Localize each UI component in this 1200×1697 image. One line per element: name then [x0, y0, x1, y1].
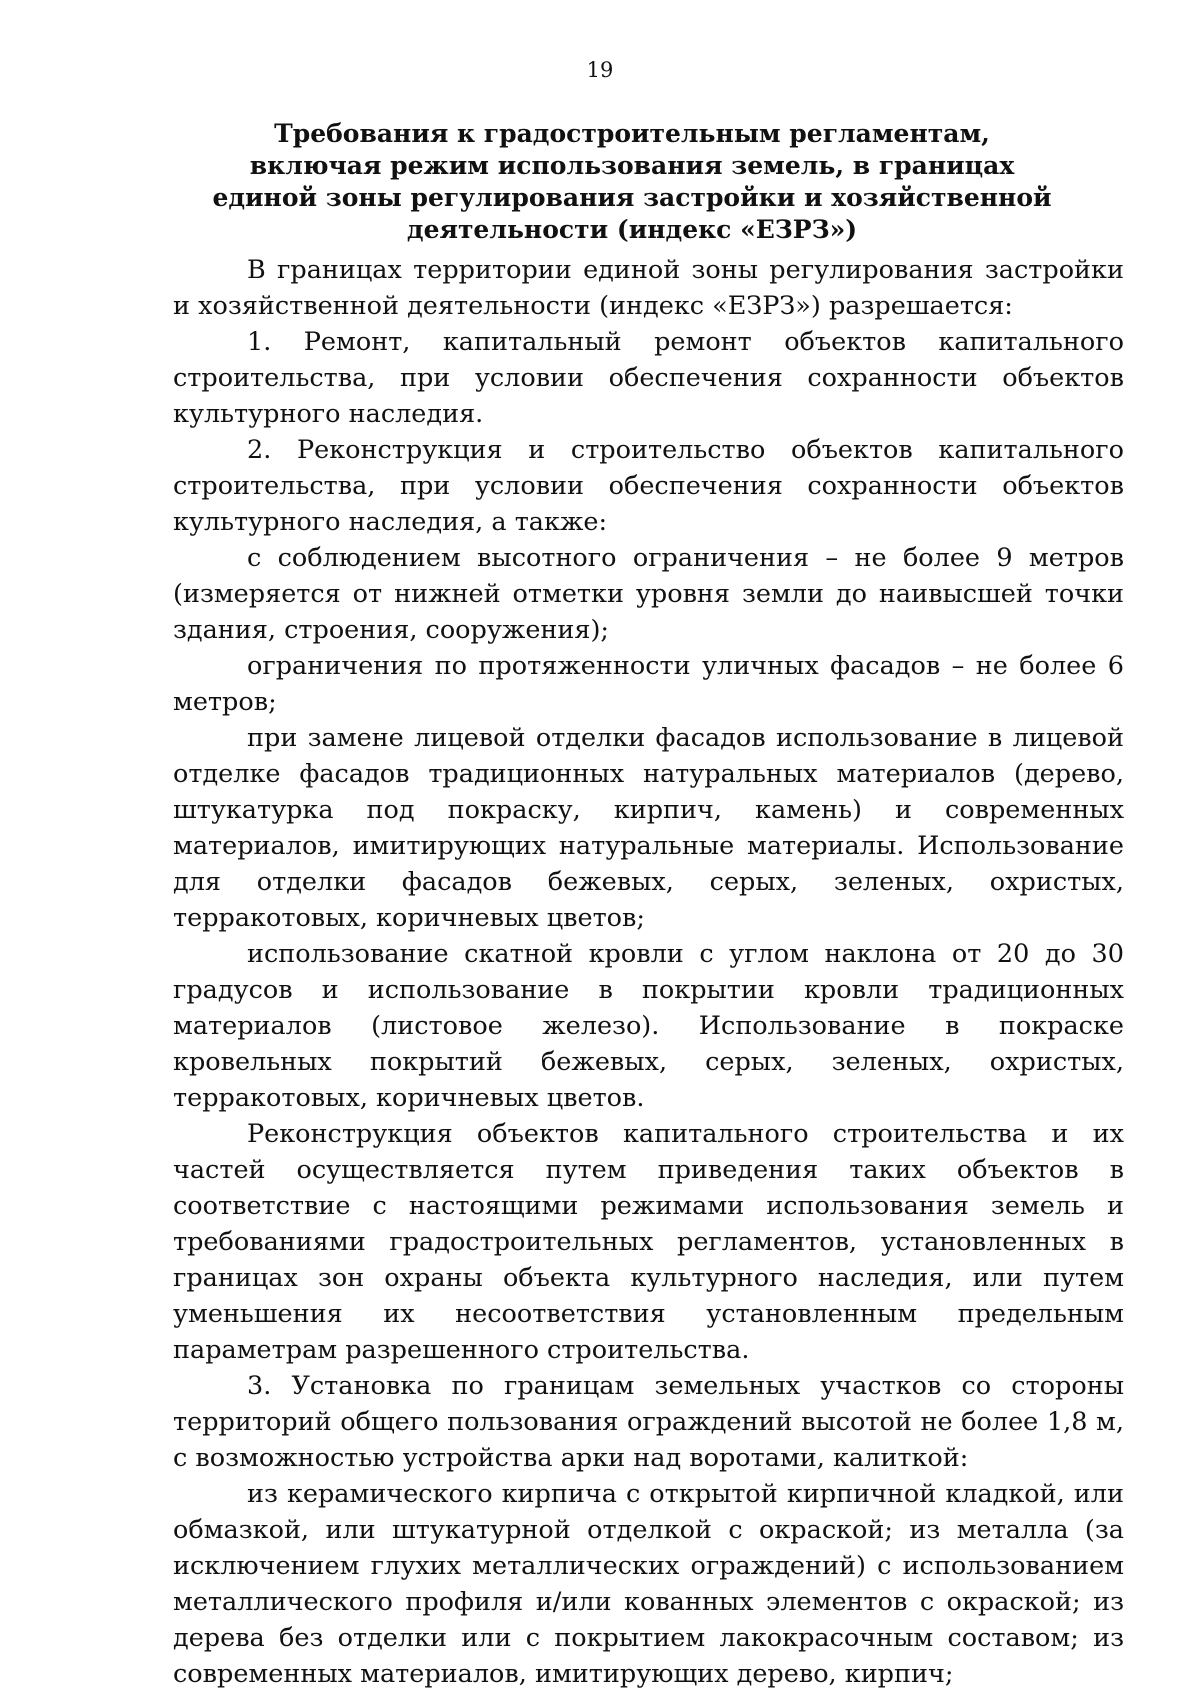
paragraph-facade-finish: при замене лицевой отделки фасадов использование в лицевой отделке фасадов традиционных натуральных материалов (дерево, штукатурка под покраску, кирпич, камень) и современных материалов, имитирующих натуральные материалы. Использование для отделки фасадов бежевых, серых, зеленых, охристых, терракотовых, коричневых цветов;	[173, 723, 1124, 933]
section-heading: Требования к градостроительным регламентам, включая режим использования земель, в границах единой зоны регулирования застройки и хозяйственной деятельности (индекс «ЕЗРЗ»)	[212, 119, 1052, 244]
paragraph-facade-length: ограничения по протяженности уличных фасадов – не более 6 метров;	[173, 651, 1124, 717]
paragraph-fence-materials: из керамического кирпича с открытой кирпичной кладкой, или обмазкой, или штукатурной отделкой с окраской; из металла (за исключением глухих металлических ограждений) с использованием металлического профиля и/или кованных элементов с окраской; из дерева без отделки или с покрытием лакокрасочным составом; из современных материалов, имитирующих дерево, кирпич;	[173, 1479, 1124, 1689]
document-body	[173, 252, 1124, 1692]
paragraph-reconstruction: Реконструкция объектов капитального строительства и их частей осуществляется путем приведения таких объектов в соответствие с настоящими режимами использования земель и требованиями градостроительных регламентов, установленных в границах зон охраны объекта культурного наследия, или путем уменьшения их несоответствия установленным предельным параметрам разрешенного строительства.	[173, 1119, 1124, 1365]
paragraph-item-3: 3. Установка по границам земельных участков со стороны территорий общего пользования ограждений высотой не более 1,8 м, с возможностью устройства арки над воротами, калиткой:	[173, 1371, 1124, 1473]
paragraph-item-2: 2. Реконструкция и строительство объектов капитального строительства, при условии обеспечения сохранности объектов культурного наследия, а также:	[173, 435, 1124, 537]
paragraph-roof: использование скатной кровли с углом наклона от 20 до 30 градусов и использование в покрытии кровли традиционных материалов (листовое железо). Использование в покраске кровельных покрытий бежевых, серых, зеленых, охристых, терракотовых, коричневых цветов.	[173, 939, 1124, 1113]
paragraph-item-1: 1. Ремонт, капитальный ремонт объектов капитального строительства, при условии обеспечения сохранности объектов культурного наследия.	[173, 327, 1124, 429]
page-number: 19	[586, 58, 614, 82]
paragraph-intro: В границах территории единой зоны регулирования застройки и хозяйственной деятельности (индекс «ЕЗРЗ») разрешается:	[173, 255, 1124, 321]
paragraph-height-limit: с соблюдением высотного ограничения – не более 9 метров (измеряется от нижней отметки уровня земли до наивысшей точки здания, строения, сооружения);	[173, 543, 1124, 645]
